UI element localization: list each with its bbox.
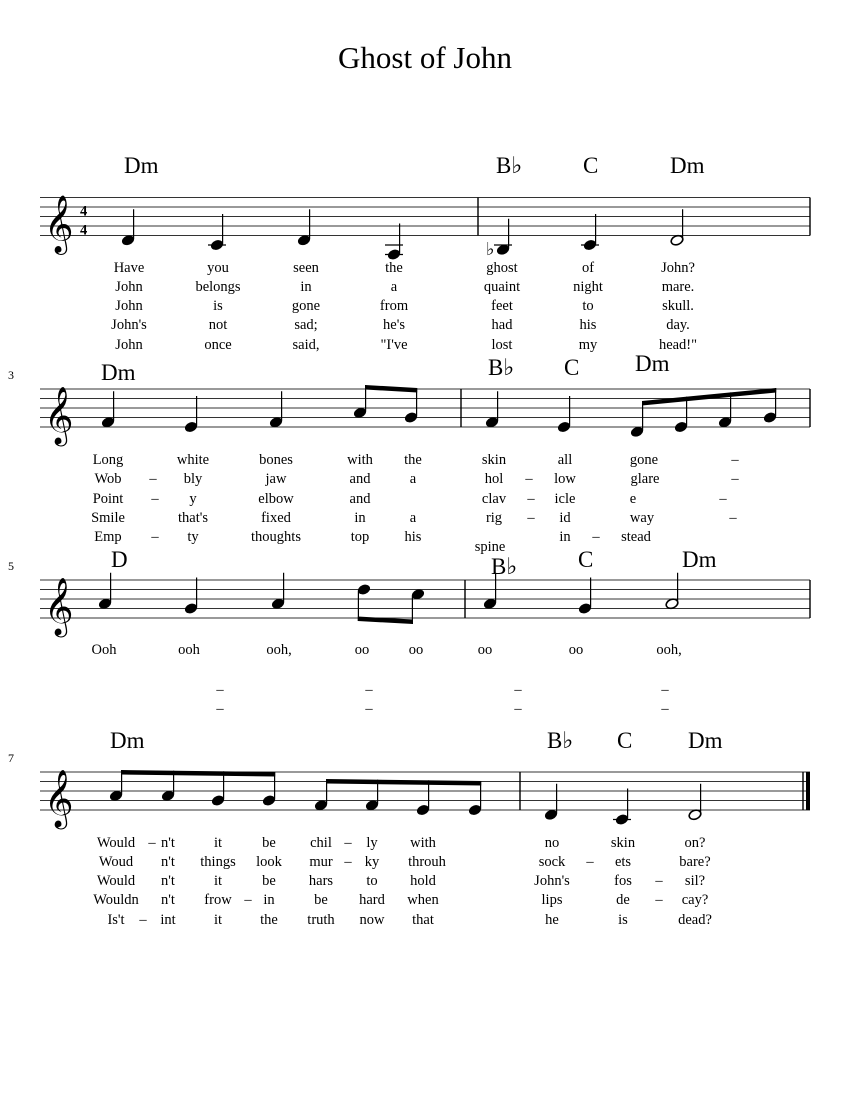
lyric-syllable: skull. bbox=[662, 298, 694, 314]
lyric-syllable: John bbox=[115, 279, 143, 295]
chord-symbol: C bbox=[583, 153, 599, 178]
chord-symbol: Dm bbox=[635, 351, 670, 376]
lyric-syllable: white bbox=[176, 452, 210, 468]
measure-number: 5 bbox=[8, 559, 14, 573]
chord-symbol: Dm bbox=[110, 728, 145, 753]
lyric-syllable: gone bbox=[291, 298, 321, 314]
time-sig-top: 4 bbox=[80, 203, 88, 220]
lyric-syllable: of bbox=[581, 260, 595, 276]
lyric-syllable: sock bbox=[538, 854, 566, 870]
lyric-syllable: ly bbox=[366, 835, 378, 851]
lyric-syllable: belongs bbox=[195, 279, 241, 295]
lyric-syllable: – bbox=[731, 452, 739, 468]
lyric-syllable: throuh bbox=[408, 854, 446, 870]
chord-symbol: D bbox=[111, 547, 128, 572]
chord-symbol: Dm bbox=[670, 153, 705, 178]
lyric-syllable: not bbox=[208, 317, 228, 333]
chord-symbol: Dm bbox=[688, 728, 723, 753]
beam bbox=[642, 388, 776, 406]
beam bbox=[365, 385, 417, 393]
lyric-syllable: be bbox=[262, 873, 276, 889]
lyric-syllable: quaint bbox=[483, 279, 521, 295]
lyric-syllable: glare bbox=[630, 471, 660, 487]
lyric-syllable: n't bbox=[161, 873, 175, 889]
lyric-syllable: and bbox=[349, 471, 371, 487]
lyric-syllable: – bbox=[365, 701, 373, 717]
lyric-syllable: a bbox=[390, 279, 398, 295]
lyric-syllable: Smile bbox=[91, 510, 125, 526]
final-barline bbox=[806, 772, 810, 810]
lyric-syllable: hold bbox=[410, 873, 436, 889]
lyric-syllable: – bbox=[148, 835, 156, 851]
lyric-syllable: – bbox=[365, 682, 373, 698]
lyric-syllable: icle bbox=[554, 491, 576, 507]
lyric-syllable: with bbox=[410, 835, 436, 851]
lyric-syllable: – bbox=[527, 491, 535, 507]
lyric-syllable: – bbox=[139, 912, 147, 928]
lyric-syllable: hol bbox=[484, 471, 504, 487]
lyric-syllable: the bbox=[385, 260, 403, 276]
lyric-syllable: Would bbox=[96, 835, 136, 851]
lyric-syllable: e bbox=[629, 491, 637, 507]
lyric-syllable: John's bbox=[534, 873, 570, 889]
chord-symbol: C bbox=[578, 547, 594, 572]
lyric-syllable: John's bbox=[111, 317, 147, 333]
lyric-syllable: rig bbox=[485, 510, 503, 526]
lyric-syllable: – bbox=[655, 892, 663, 908]
lyric-syllable: cay? bbox=[681, 892, 709, 908]
lyric-syllable: that's bbox=[178, 510, 208, 526]
lyric-syllable: – bbox=[344, 854, 352, 870]
lyric-syllable: his bbox=[404, 529, 422, 545]
lyric-syllable: bare? bbox=[679, 854, 711, 870]
measure-number: 7 bbox=[8, 751, 14, 765]
lyric-syllable: de bbox=[616, 892, 630, 908]
lyric-syllable: Wob bbox=[94, 471, 122, 487]
lyric-syllable: Would bbox=[96, 873, 136, 889]
lyric-syllable: way bbox=[629, 510, 655, 526]
lyric-syllable: ets bbox=[614, 854, 632, 870]
lyric-syllable: said, bbox=[292, 337, 320, 353]
lyric-syllable: in bbox=[354, 510, 366, 526]
lyric-syllable: mur bbox=[309, 854, 333, 870]
lyric-syllable: – bbox=[729, 510, 737, 526]
lyric-syllable: the bbox=[260, 912, 278, 928]
lyric-syllable: – bbox=[149, 471, 157, 487]
lyric-syllable: is bbox=[618, 912, 628, 928]
lyric-syllable: John bbox=[115, 337, 143, 353]
lyric-syllable: lips bbox=[541, 892, 563, 908]
time-sig-bottom: 4 bbox=[80, 222, 88, 239]
lyric-syllable: now bbox=[359, 912, 385, 928]
lyric-syllable: sad; bbox=[294, 317, 318, 333]
lyric-syllable: bly bbox=[183, 471, 203, 487]
lyric-syllable: oo bbox=[568, 642, 584, 658]
lyric-syllable: – bbox=[719, 491, 727, 507]
lyric-syllable: in bbox=[300, 279, 312, 295]
lyric-syllable: int bbox=[160, 912, 176, 928]
lyric-syllable: feet bbox=[491, 298, 513, 314]
lyric-syllable: – bbox=[527, 510, 535, 526]
lyric-syllable: jaw bbox=[265, 471, 287, 487]
lyric-syllable: hard bbox=[359, 892, 385, 908]
lyric-syllable: once bbox=[204, 337, 232, 353]
lyric-syllable: fixed bbox=[261, 510, 291, 526]
lyric-syllable: ty bbox=[187, 529, 199, 545]
staff-system bbox=[40, 153, 810, 353]
staff-system bbox=[8, 351, 810, 555]
lyric-syllable: Woud bbox=[98, 854, 134, 870]
lyric-syllable: Long bbox=[92, 452, 124, 468]
lyric-syllable: skin bbox=[610, 835, 636, 851]
measure-number: 3 bbox=[8, 368, 14, 382]
chord-symbol: C bbox=[617, 728, 633, 753]
lyric-syllable: spine bbox=[474, 539, 506, 555]
lyric-syllable: in bbox=[263, 892, 275, 908]
lyric-syllable: – bbox=[731, 471, 739, 487]
treble-clef-icon: 𝄞 bbox=[44, 577, 74, 635]
lyric-syllable: Point bbox=[92, 491, 124, 507]
lyric-syllable: you bbox=[207, 260, 229, 276]
lyric-syllable: skin bbox=[481, 452, 507, 468]
lyric-syllable: sil? bbox=[684, 873, 706, 889]
lyric-syllable: fos bbox=[614, 873, 632, 889]
lyric-syllable: John bbox=[115, 298, 143, 314]
lyric-syllable: it bbox=[213, 912, 223, 928]
lyric-syllable: – bbox=[216, 701, 224, 717]
lyric-syllable: ghost bbox=[486, 260, 518, 276]
lyric-syllable: Wouldn bbox=[93, 892, 139, 908]
lyric-syllable: be bbox=[314, 892, 328, 908]
lyric-syllable: Have bbox=[113, 260, 145, 276]
lyric-syllable: the bbox=[404, 452, 422, 468]
lyric-syllable: head!" bbox=[658, 337, 698, 353]
lyric-syllable: he bbox=[545, 912, 559, 928]
lyric-syllable: thoughts bbox=[251, 529, 301, 545]
lyric-syllable: ooh, bbox=[656, 642, 682, 658]
lyric-syllable: stead bbox=[621, 529, 651, 545]
lyric-syllable: – bbox=[344, 835, 352, 851]
lyric-syllable: top bbox=[350, 529, 370, 545]
lyric-syllable: with bbox=[347, 452, 373, 468]
lyric-syllable: is bbox=[213, 298, 223, 314]
score-title: Ghost of John bbox=[338, 40, 512, 75]
lyric-syllable: be bbox=[262, 835, 276, 851]
chord-symbol: B♭ bbox=[491, 554, 518, 579]
lyric-syllable: his bbox=[579, 317, 597, 333]
lyric-syllable: Ooh bbox=[91, 642, 117, 658]
lyric-syllable: – bbox=[655, 873, 663, 889]
lyric-syllable: – bbox=[661, 701, 669, 717]
staff-system bbox=[8, 547, 810, 717]
lyric-syllable: to bbox=[582, 298, 594, 314]
lyric-syllable: oo bbox=[477, 642, 493, 658]
lyric-syllable: seen bbox=[293, 260, 319, 276]
chord-symbol: Dm bbox=[124, 153, 159, 178]
lyric-syllable: when bbox=[407, 892, 439, 908]
lyric-syllable: all bbox=[557, 452, 573, 468]
lyric-syllable: and bbox=[349, 491, 371, 507]
lyric-syllable: id bbox=[559, 510, 571, 526]
lyric-syllable: Emp bbox=[94, 529, 122, 545]
lyric-syllable: – bbox=[592, 529, 600, 545]
chord-symbol: B♭ bbox=[547, 728, 574, 753]
chord-symbol: C bbox=[564, 355, 580, 380]
lyric-syllable: – bbox=[586, 854, 594, 870]
lyric-syllable: – bbox=[244, 892, 252, 908]
lyric-syllable: truth bbox=[307, 912, 335, 928]
treble-clef-icon: 𝄞 bbox=[44, 194, 74, 253]
lyric-syllable: ooh bbox=[178, 642, 200, 658]
lyric-syllable: ky bbox=[364, 854, 380, 870]
lyric-syllable: low bbox=[554, 471, 576, 487]
lyric-syllable: a bbox=[409, 471, 417, 487]
treble-clef-icon: 𝄞 bbox=[44, 769, 74, 827]
lyric-syllable: – bbox=[525, 471, 533, 487]
lyric-syllable: my bbox=[578, 337, 598, 353]
chord-symbol: B♭ bbox=[488, 355, 515, 380]
lyric-syllable: lost bbox=[491, 337, 513, 353]
lyric-syllable: – bbox=[514, 701, 522, 717]
lyric-syllable: dead? bbox=[678, 912, 712, 928]
lyric-syllable: mare. bbox=[661, 279, 695, 295]
lyric-syllable: – bbox=[151, 491, 159, 507]
beam bbox=[326, 779, 481, 786]
treble-clef-icon: 𝄞 bbox=[44, 386, 74, 444]
lyric-syllable: things bbox=[200, 854, 236, 870]
beam bbox=[121, 770, 275, 777]
lyric-syllable: had bbox=[491, 317, 513, 333]
staff-system bbox=[8, 728, 810, 928]
lyric-syllable: oo bbox=[408, 642, 424, 658]
chord-symbol: Dm bbox=[682, 547, 717, 572]
chord-symbol: Dm bbox=[101, 360, 136, 385]
lyric-syllable: in bbox=[559, 529, 571, 545]
flat-icon: ♭ bbox=[486, 238, 495, 260]
lyric-syllable: that bbox=[412, 912, 434, 928]
lyric-syllable: – bbox=[514, 682, 522, 698]
lyric-syllable: Is't bbox=[107, 912, 125, 928]
lyric-syllable: look bbox=[256, 854, 282, 870]
chord-symbol: B♭ bbox=[496, 153, 523, 178]
lyric-syllable: day. bbox=[666, 317, 690, 333]
lyric-syllable: gone bbox=[629, 452, 659, 468]
lyric-syllable: – bbox=[151, 529, 159, 545]
lyric-syllable: n't bbox=[161, 854, 175, 870]
lyric-syllable: – bbox=[661, 682, 669, 698]
lyric-syllable: n't bbox=[161, 892, 175, 908]
lyric-syllable: to bbox=[366, 873, 378, 889]
lyric-syllable: from bbox=[379, 298, 409, 314]
lyric-syllable: hars bbox=[308, 873, 334, 889]
lyric-syllable: it bbox=[213, 835, 223, 851]
lyric-syllable: John? bbox=[661, 260, 695, 276]
lyric-syllable: on? bbox=[684, 835, 706, 851]
lyric-syllable: he's bbox=[383, 317, 405, 333]
lyric-syllable: frow bbox=[204, 892, 232, 908]
lyric-syllable: ooh, bbox=[266, 642, 292, 658]
lyric-syllable: bones bbox=[259, 452, 293, 468]
lyric-syllable: clav bbox=[481, 491, 507, 507]
lyric-syllable: elbow bbox=[258, 491, 294, 507]
lyric-syllable: – bbox=[216, 682, 224, 698]
lyric-syllable: n't bbox=[161, 835, 175, 851]
lyric-syllable: no bbox=[544, 835, 560, 851]
lyric-syllable: y bbox=[189, 491, 197, 507]
lyric-syllable: night bbox=[573, 279, 603, 295]
lyric-syllable: a bbox=[409, 510, 417, 526]
lyric-syllable: oo bbox=[354, 642, 370, 658]
lyric-syllable: "I've bbox=[380, 337, 408, 353]
lyric-syllable: chil bbox=[310, 835, 332, 851]
lyric-syllable: it bbox=[213, 873, 223, 889]
